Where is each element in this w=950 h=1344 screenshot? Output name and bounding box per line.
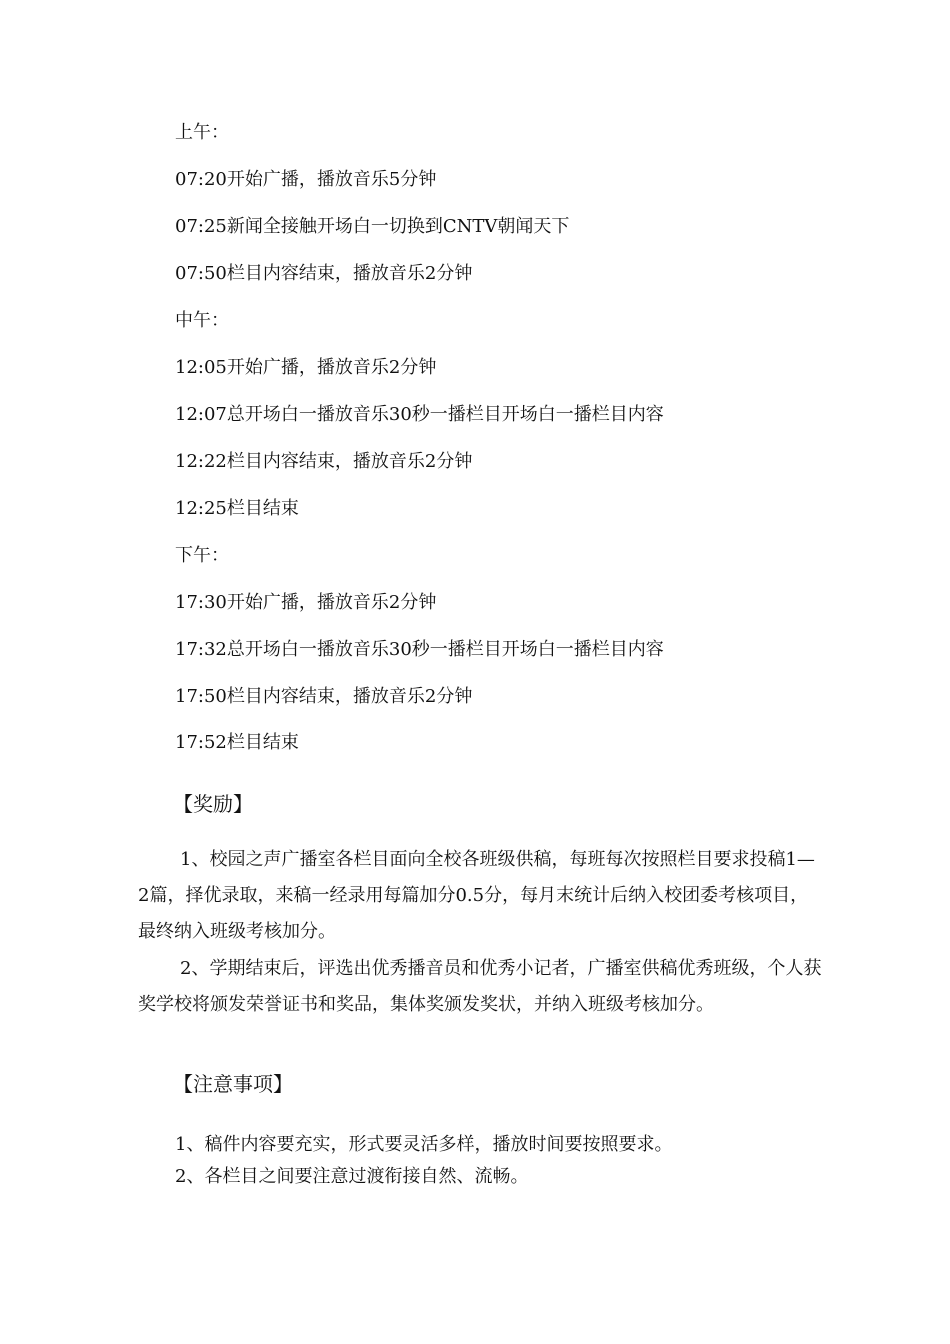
schedule-item: 12:05开始广播，播放音乐2分钟 <box>175 357 437 378</box>
schedule-item: 07:20开始广播，播放音乐5分钟 <box>175 169 437 190</box>
notes-item: 1、稿件内容要充实，形式要灵活多样，播放时间要按照要求。 <box>175 1134 673 1155</box>
noon-label: 中午： <box>175 310 229 331</box>
schedule-item: 17:30开始广播，播放音乐2分钟 <box>175 592 437 613</box>
schedule-item: 12:22栏目内容结束，播放音乐2分钟 <box>175 451 473 472</box>
schedule-item: 12:25栏目结束 <box>175 498 299 519</box>
schedule-item: 17:52栏目结束 <box>175 732 299 753</box>
morning-label: 上午： <box>175 122 229 143</box>
rewards-paragraph: 2、学期结束后，评选出优秀播音员和优秀小记者，广播室供稿优秀班级，个人获奖学校将颁发荣誉证书和奖品，集体奖颁发奖状，并纳入班级考核加分。 <box>138 958 822 1015</box>
schedule-item: 12:07总开场白一播放音乐30秒一播栏目开场白一播栏目内容 <box>175 404 664 425</box>
afternoon-label: 下午： <box>175 545 229 566</box>
rewards-paragraph: 1、校园之声广播室各栏目面向全校各班级供稿，每班每次按照栏目要求投稿1—2篇，择优录取，来稿一经录用每篇加分0.5分，每月末统计后纳入校团委考核项目，最终纳入班级考核加分。 <box>138 849 815 942</box>
rewards-heading: 【奖励】 <box>173 792 253 816</box>
schedule-item: 17:50栏目内容结束，播放音乐2分钟 <box>175 686 473 707</box>
schedule-item: 07:50栏目内容结束，播放音乐2分钟 <box>175 263 473 284</box>
notes-item: 2、各栏目之间要注意过渡衔接自然、流畅。 <box>175 1166 529 1187</box>
schedule-item: 17:32总开场白一播放音乐30秒一播栏目开场白一播栏目内容 <box>175 639 664 660</box>
notes-heading: 【注意事项】 <box>173 1072 293 1096</box>
schedule-item: 07:25新闻全接触开场白一切换到CNTV朝闻天下 <box>175 216 570 237</box>
